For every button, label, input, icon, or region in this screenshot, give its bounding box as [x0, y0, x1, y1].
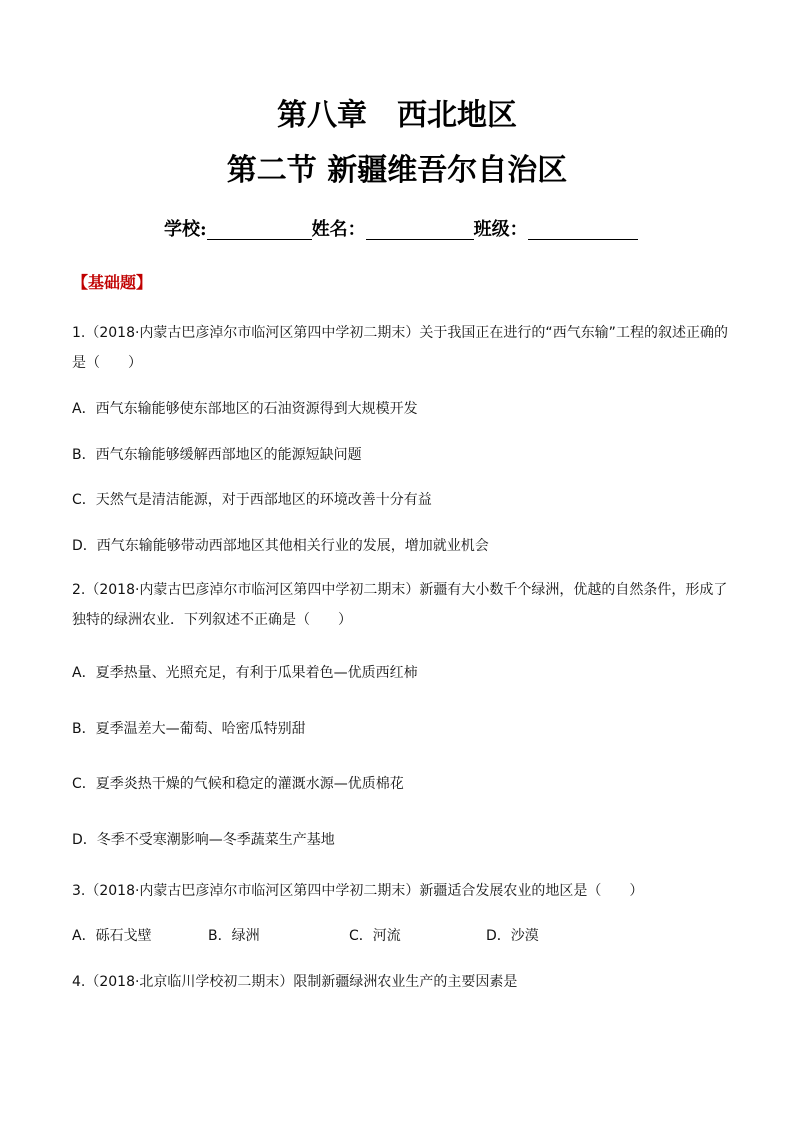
question-1-option-c: C．天然气是清洁能源，对于西部地区的环境改善十分有益	[72, 492, 432, 508]
question-3-option-b: B．绿洲	[208, 928, 260, 944]
question-4-stem: 4.（2018·北京临川学校初二期末）限制新疆绿洲农业生产的主要因素是	[72, 974, 518, 990]
name-label: 姓名：	[311, 219, 366, 240]
question-2-option-b: B．夏季温差大—葡萄、哈密瓜特别甜	[72, 721, 306, 737]
school-blank[interactable]	[207, 219, 312, 240]
question-2-option-a: A．夏季热量、光照充足，有利于瓜果着色—优质西红柿	[72, 665, 418, 681]
question-3-stem: 3.（2018·内蒙古巴彦淖尔市临河区第四中学初二期末）新疆适合发展农业的地区是（ ）	[72, 883, 644, 899]
class-label: 班级：	[473, 219, 528, 240]
question-3-option-c: C．河流	[349, 928, 401, 944]
question-2-option-d: D．冬季不受寒潮影响—冬季蔬菜生产基地	[72, 832, 335, 848]
question-1-option-b: B．西气东输能够缓解西部地区的能源短缺问题	[72, 447, 362, 463]
question-3-option-d: D．沙漠	[486, 928, 539, 944]
class-blank[interactable]	[528, 219, 638, 240]
school-label: 学校:	[164, 219, 207, 240]
name-blank[interactable]	[366, 219, 474, 240]
section-title: 第二节 新疆维吾尔自治区	[226, 153, 568, 188]
question-3-option-a: A．砾石戈壁	[72, 928, 152, 944]
question-2-option-c: C．夏季炎热干燥的气候和稳定的灌溉水源—优质棉花	[72, 776, 404, 792]
question-2-stem: 2.（2018·内蒙古巴彦淖尔市临河区第四中学初二期末）新疆有大小数千个绿洲，优越的自然条件，形成了独特的绿洲农业．下列叙述不正确是（ ）	[72, 582, 728, 628]
chapter-title: 第八章 西北地区	[277, 98, 517, 133]
question-1-option-a: A．西气东输能够使东部地区的石油资源得到大规模开发	[72, 401, 418, 417]
student-info-line	[164, 216, 638, 242]
question-1-option-d: D．西气东输能够带动西部地区其他相关行业的发展，增加就业机会	[72, 538, 489, 554]
question-1-stem: 1.（2018·内蒙古巴彦淖尔市临河区第四中学初二期末）关于我国正在进行的“西气东输”工程的叙述正确的是（ ）	[72, 325, 728, 371]
section-heading-basic: 【基础题】	[72, 273, 153, 292]
